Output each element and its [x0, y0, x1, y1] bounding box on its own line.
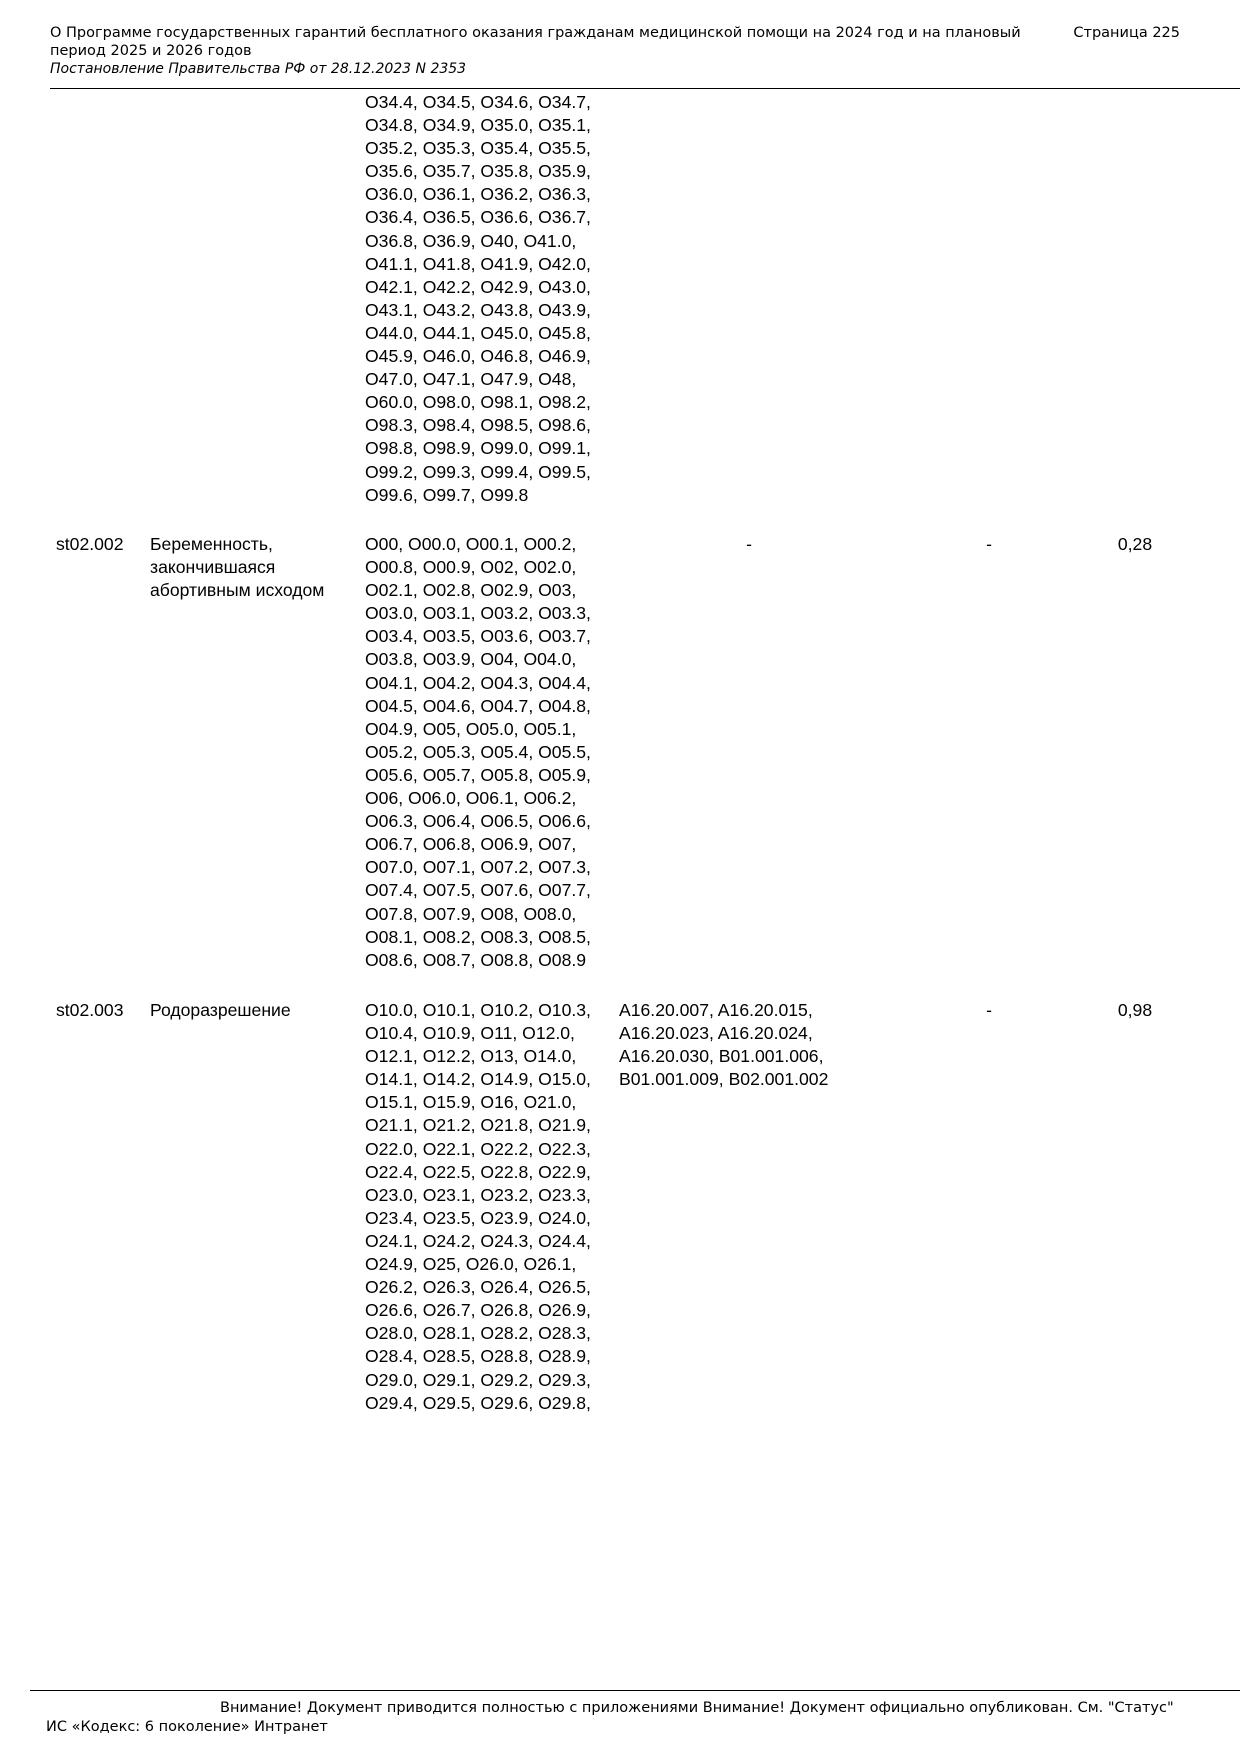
row-coefficient: 0,98	[1117, 1000, 1153, 1020]
footer-divider	[30, 1690, 1240, 1691]
row-other: -	[986, 1000, 992, 1020]
header-divider	[50, 88, 1240, 89]
row-diagnoses: O00, O00.0, O00.1, O00.2, O00.8, O00.9, O02, O02.0, O02.1, O02.8, O02.9, O03, O03.0, O03.1, O03.2, O03.3, O03.4, O03.5, O03.6, O03.7, O03.8, O03.9, O04, O04.0, O04.1, O04.2, O04.3, O04.4, O04.5, O04.6, O04.7, O04.8, O04.9, O05, O05.0, O05.1, O05.2, O05.3, O05.4, O05.5, O05.6, O05.7, O05.8, O05.9, O06, O06.0, O06.1, O06.2, O06.3, O06.4, O06.5, O06.6, O06.7, O06.8, O06.9, O07, O07.0, O07.1, O07.2, O07.3, O07.4, O07.5, O07.6, O07.7, O07.8, O07.9, O08, O08.0, O08.1, O08.2, O08.3, O08.5, O08.6, O08.7, O08.8, O08.9	[365, 534, 591, 970]
row-services: A16.20.007, A16.20.015, A16.20.023, A16.20.024, A16.20.030, B01.001.006, B01.001.009, B02.001.002	[619, 1000, 829, 1090]
row-services: -	[746, 534, 752, 554]
footer-system-label: ИС «Кодекс: 6 поколение» Интранет	[46, 1719, 328, 1735]
row-other: -	[986, 534, 992, 554]
document-title: О Программе государственных гарантий бесплатного оказания гражданам медицинской помощи на 2024 год и на плановый период 2025 и 2026 годов	[50, 25, 1021, 59]
footer-notice: Внимание! Документ приводится полностью с приложениями Внимание! Документ официально опубликован. См. "Статус"	[220, 1700, 1174, 1716]
row-diagnoses: O10.0, O10.1, O10.2, O10.3, O10.4, O10.9, O11, O12.0, O12.1, O12.2, O13, O14.0, O14.1, O14.2, O14.9, O15.0, O15.1, O15.9, O16, O21.0, O21.1, O21.2, O21.8, O21.9, O22.0, O22.1, O22.2, O22.3, O22.4, O22.5, O22.8, O22.9, O23.0, O23.1, O23.2, O23.3, O23.4, O23.5, O23.9, O24.0, O24.1, O24.2, O24.3, O24.4, O24.9, O25, O26.0, O26.1, O26.2, O26.3, O26.4, O26.5, O26.6, O26.7, O26.8, O26.9, O28.0, O28.1, O28.2, O28.3, O28.4, O28.5, O28.8, O28.9, O29.0, O29.1, O29.2, O29.3, O29.4, O29.5, O29.6, O29.8,	[365, 1000, 591, 1413]
page-number: Страница 225	[1073, 25, 1180, 41]
row-code: st02.003	[56, 1000, 124, 1020]
document-subtitle: Постановление Правительства РФ от 28.12.2023 N 2353	[50, 61, 467, 77]
continued-diagnoses-cell: O34.4, O34.5, O34.6, O34.7, O34.8, O34.9, O35.0, O35.1, O35.2, O35.3, O35.4, O35.5, O35.6, O35.7, O35.8, O35.9, O36.0, O36.1, O36.2, O36.3, O36.4, O36.5, O36.6, O36.7, O36.8, O36.9, O40, O41.0, O41.1, O41.8, O41.9, O42.0, O42.1, O42.2, O42.9, O43.0, O43.1, O43.2, O43.8, O43.9, O44.0, O44.1, O45.0, O45.8, O45.9, O46.0, O46.8, O46.9, O47.0, O47.1, O47.9, O48, O60.0, O98.0, O98.1, O98.2, O98.3, O98.4, O98.5, O98.6, O98.8, O98.9, O99.0, O99.1, O99.2, O99.3, O99.4, O99.5, O99.6, O99.7, O99.8	[365, 92, 591, 505]
row-name: Беременность, закончившаяся абортивным исходом	[150, 534, 325, 601]
page-header	[50, 24, 1180, 78]
row-coefficient: 0,28	[1117, 534, 1153, 554]
row-name: Родоразрешение	[150, 1000, 291, 1020]
row-code: st02.002	[56, 534, 124, 554]
